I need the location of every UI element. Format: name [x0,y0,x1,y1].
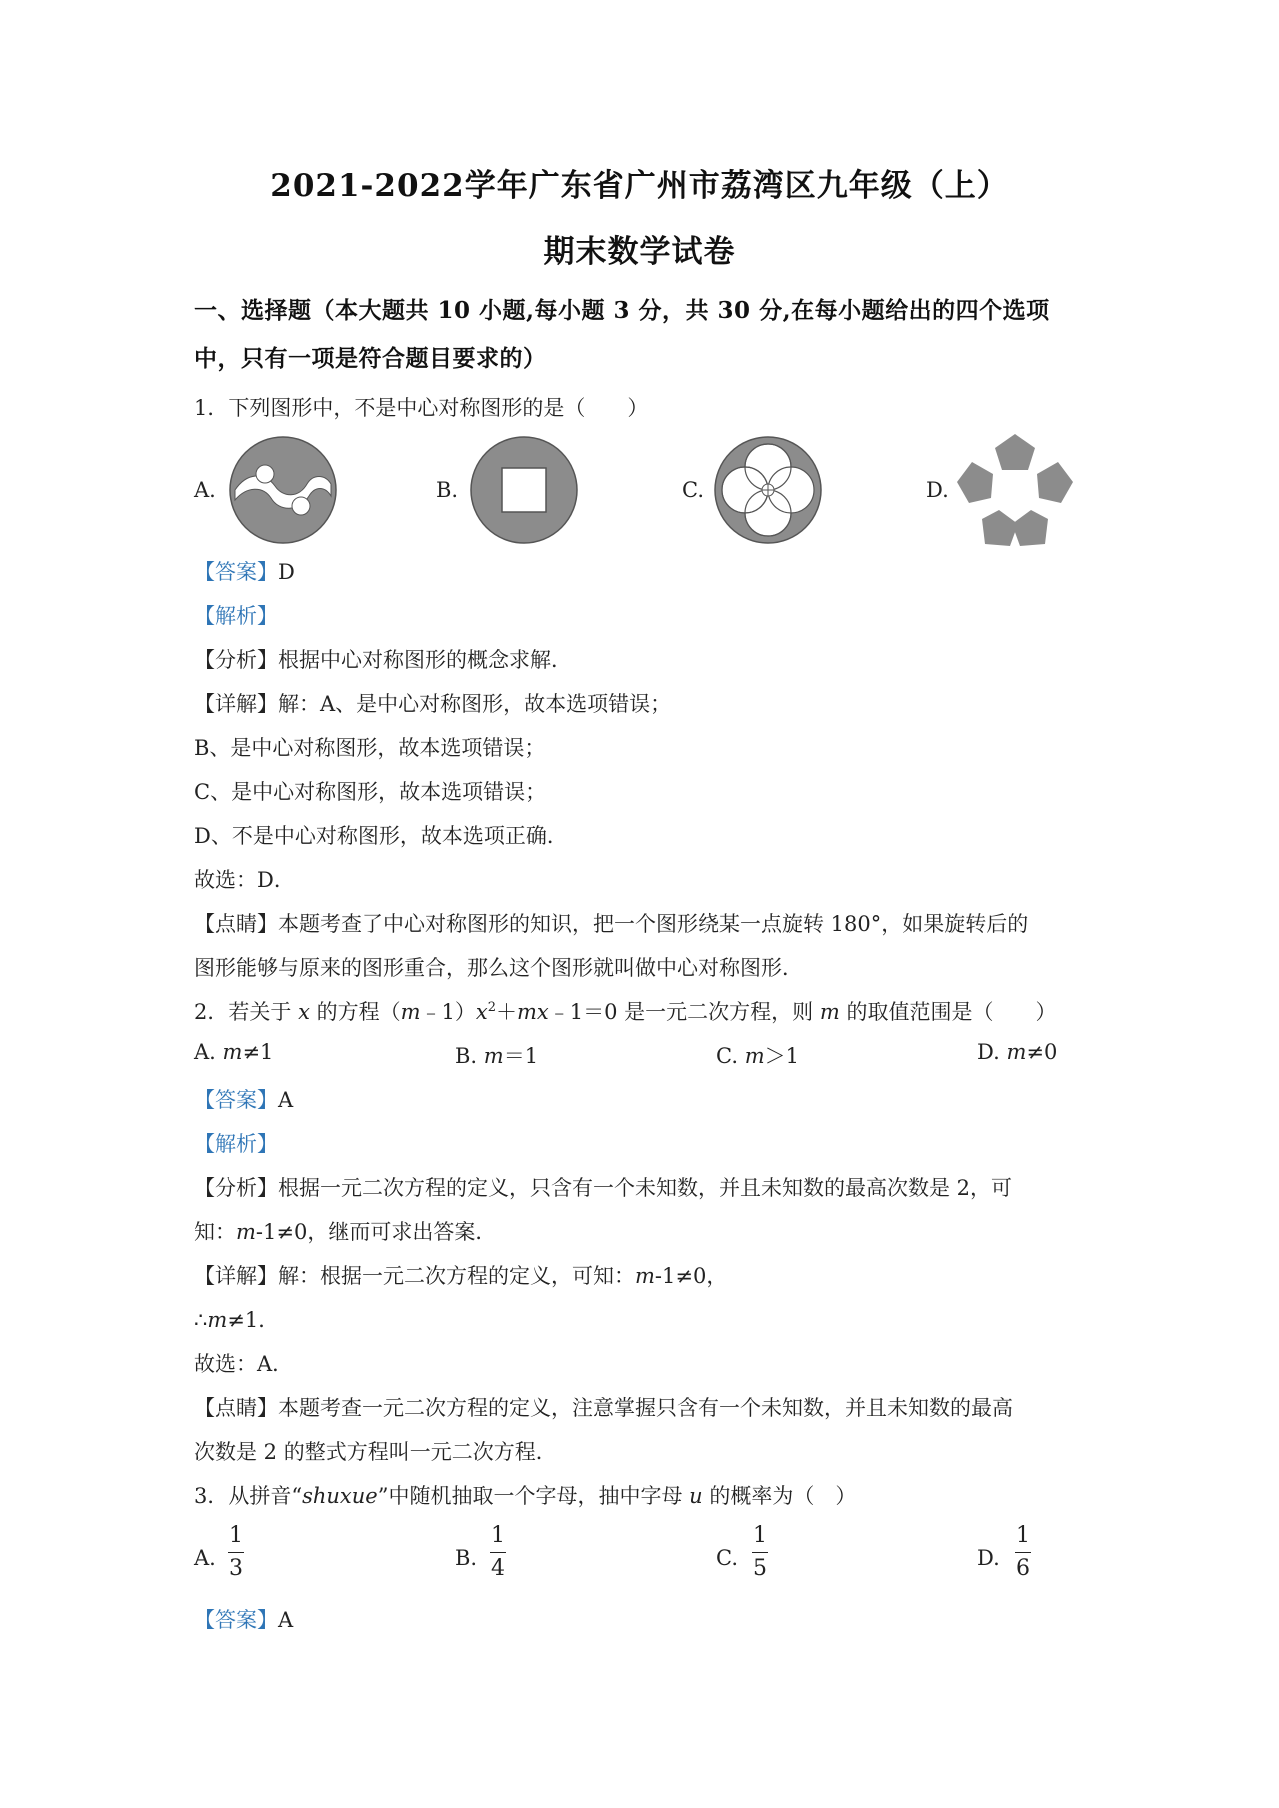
q3-stem: 3．从拼音“shuxue”中随机抽取一个字母，抽中字母 u 的概率为（ ） [194,1484,857,1508]
q1-choose: 故选：D． [194,868,295,892]
q3-option-d-label: D. [977,1546,1000,1570]
q1-comment-line1: 【点睛】本题考查了中心对称图形的知识，把一个图形绕某一点旋转 180°，如果旋转后的 [194,912,1029,936]
q2-fenxi-line1: 【分析】根据一元二次方程的定义，只含有一个未知数，并且未知数的最高次数是 2，可 [194,1176,1013,1200]
section-heading-line2: 中，只有一项是符合题目要求的） [194,345,547,372]
q1-detail-b: B、是中心对称图形，故本选项错误； [194,736,546,760]
q1-detail-c: C、是中心对称图形，故本选项错误； [194,780,547,804]
q1-figure-b-coin [468,434,580,546]
q2-detail: 【详解】解：根据一元二次方程的定义，可知：m-1≠0， [194,1264,728,1288]
q3-option-b-label: B. [455,1546,478,1570]
q1-figure-a-yinyang [227,434,339,546]
section-heading-line1: 一、选择题（本大题共 10 小题,每小题 3 分，共 30 分,在每小题给出的四个选项 [194,297,1050,324]
q3-option-d-fraction: 1 6 [1016,1523,1030,1581]
q2-therefore: ∴m≠1． [194,1308,280,1332]
q2-option-d: D. m≠0 [977,1040,1058,1064]
q3-option-a-label: A. [194,1546,216,1570]
q3-option-b-fraction: 1 4 [491,1523,505,1581]
q1-option-a-label: A. [194,478,216,502]
q1-fenxi: 【分析】根据中心对称图形的概念求解． [194,648,572,672]
q1-stem: 1．下列图形中，不是中心对称图形的是（ ） [194,396,649,420]
q2-fenxi-line2: 知：m-1≠0，继而可求出答案． [194,1220,497,1244]
q2-choose: 故选：A． [194,1352,294,1376]
q1-figure-d-pentagons [955,432,1075,548]
q2-comment-line2: 次数是 2 的整式方程叫一元二次方程． [194,1440,557,1464]
page-title: 2021-2022学年广东省广州市荔湾区九年级（上） [270,168,1009,204]
q2-option-a: A. m≠1 [194,1040,274,1064]
q1-option-c-label: C. [682,478,704,502]
q1-comment-line2: 图形能够与原来的图形重合，那么这个图形就叫做中心对称图形． [194,956,803,980]
q2-stem: 2．若关于 x 的方程$(m﹣1)x^2+mx﹣1=0$ 是一元二次方程，则 m 的取值范围是（ ） [194,1000,1057,1024]
q1-figure-c-flower [712,434,824,546]
q2-analysis-tag: 【解析】 [194,1132,278,1156]
page-subtitle: 期末数学试卷 [543,234,736,270]
q2-comment-line1: 【点睛】本题考查一元二次方程的定义，注意掌握只含有一个未知数，并且未知数的最高 [194,1396,1013,1420]
q3-answer: 【答案】A [194,1608,294,1632]
q3-option-a-fraction: 1 3 [229,1523,243,1581]
q2-option-b: B. m＝1 [455,1044,539,1068]
q1-detail-d: D、不是中心对称图形，故本选项正确． [194,824,568,848]
q1-option-b-label: B. [436,478,459,502]
q2-option-c: C. m＞1 [716,1044,799,1068]
q2-answer: 【答案】A [194,1088,294,1112]
q1-answer: 【答案】D [194,560,295,584]
q1-analysis-tag: 【解析】 [194,604,278,628]
q3-option-c-fraction: 1 5 [753,1523,767,1581]
q3-option-c-label: C. [716,1546,738,1570]
q1-detail: 【详解】解：A、是中心对称图形，故本选项错误； [194,692,672,716]
q1-option-d-label: D. [926,478,949,502]
